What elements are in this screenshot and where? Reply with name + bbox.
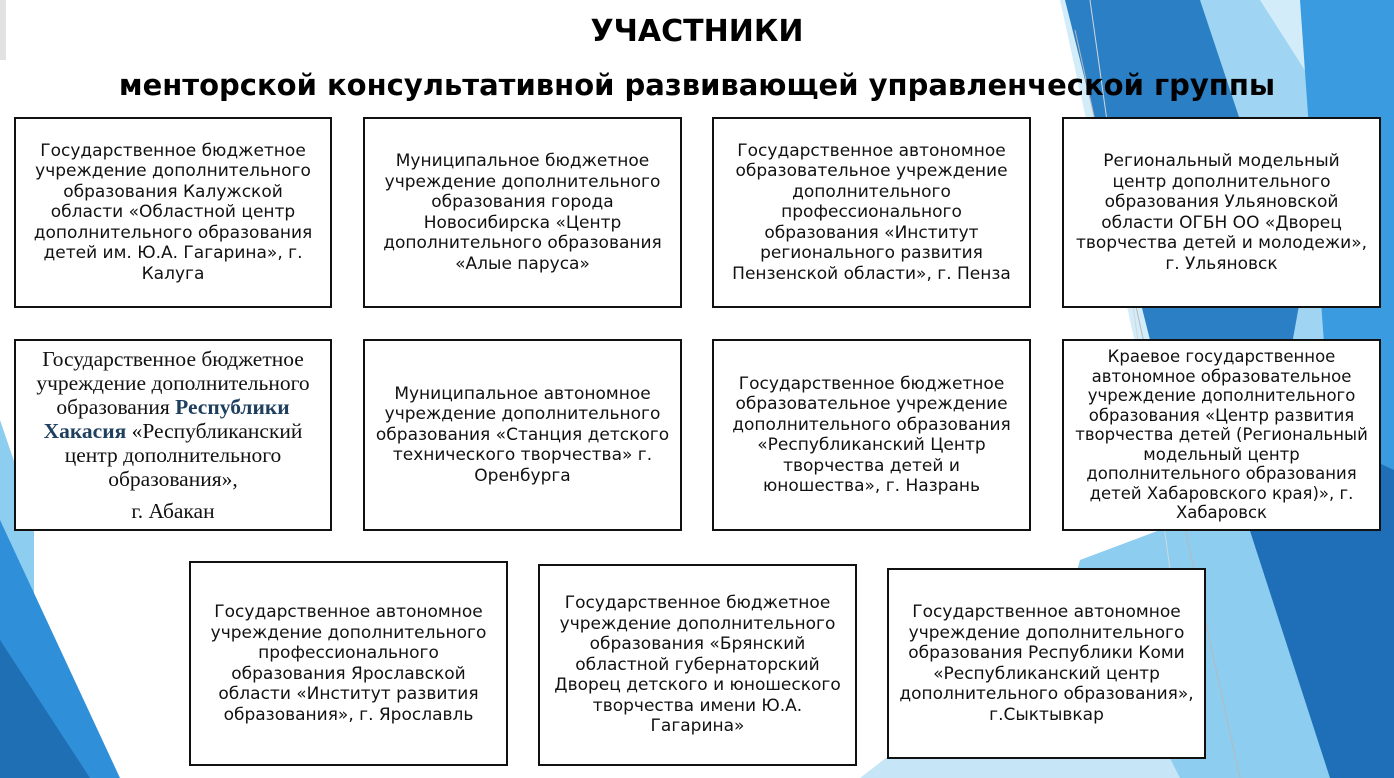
card-khabarovsk xyxy=(1062,339,1381,531)
card-abakan-part1: Государственное бюджетное учреждение дополнительного образования xyxy=(36,347,310,419)
card-khabarovsk-text: Краевое государственное автономное образовательное учреждение дополнительного образования «Центр развития творчества детей (Региональный модельный центр дополнительного образования детей Хабаровского края)», г. Хабаровск xyxy=(1075,347,1368,523)
card-abakan-text xyxy=(26,347,320,523)
card-bryansk xyxy=(538,564,857,766)
card-novosibirsk-text: Муниципальное бюджетное учреждение дополнительного образования города Новосибирска «Центр дополнительного образования «Алые паруса» xyxy=(383,151,662,274)
card-kaluga xyxy=(14,117,332,308)
card-nazran-text: Государственное бюджетное образовательное учреждение дополнительного образования «Республиканский Центр творчества детей и юношества», г. Назрань xyxy=(732,373,1011,496)
card-yaroslavl-text: Государственное автономное учреждение дополнительного профессионального образования Ярославской области «Институт развития образования», г. Ярославль xyxy=(210,602,487,725)
card-novosibirsk xyxy=(363,117,682,308)
card-nazran xyxy=(712,339,1031,531)
card-syktyvkar-text: Государственное автономное учреждение дополнительного образования Республики Коми «Республиканский центр дополнительного образования», г.Сыктывкар xyxy=(899,602,1194,725)
card-abakan-part2: «Республиканский центр дополнительного образования», xyxy=(64,419,303,491)
page-title: УЧАСТНИКИ xyxy=(590,14,804,49)
card-abakan-city: г. Абакан xyxy=(131,499,215,523)
card-yaroslavl xyxy=(189,561,508,766)
card-penza-text: Государственное автономное образовательное учреждение дополнительного профессионального образования «Институт регионального развития Пензенской области», г. Пенза xyxy=(732,140,1011,284)
card-abakan xyxy=(14,339,332,531)
card-orenburg-text: Муниципальное автономное учреждение дополнительного образования «Станция детского технического творчества» г. Оренбурга xyxy=(375,383,670,486)
card-abakan-highlight: Республики Хакасия xyxy=(43,395,290,443)
card-syktyvkar xyxy=(887,568,1206,759)
card-orenburg xyxy=(363,339,682,531)
page-subtitle: менторской консультативной развивающей управленческой группы xyxy=(118,68,1276,102)
card-ulyanovsk-text: Региональный модельный центр дополнительного образования Ульяновской области ОГБН ОО «Дворец творчества детей и молодежи», г. Ульяновск xyxy=(1075,151,1368,274)
card-bryansk-text: Государственное бюджетное учреждение дополнительного образования «Брянский областной губернаторский Дворец детского и юношеского творчества имени Ю.А. Гагарина» xyxy=(554,593,841,737)
card-kaluga-text: Государственное бюджетное учреждение дополнительного образования Калужской области «Областной центр дополнительного образования детей им. Ю.А. Гагарина», г. Калуга xyxy=(33,140,313,284)
card-ulyanovsk xyxy=(1062,117,1381,308)
card-penza xyxy=(712,117,1031,308)
